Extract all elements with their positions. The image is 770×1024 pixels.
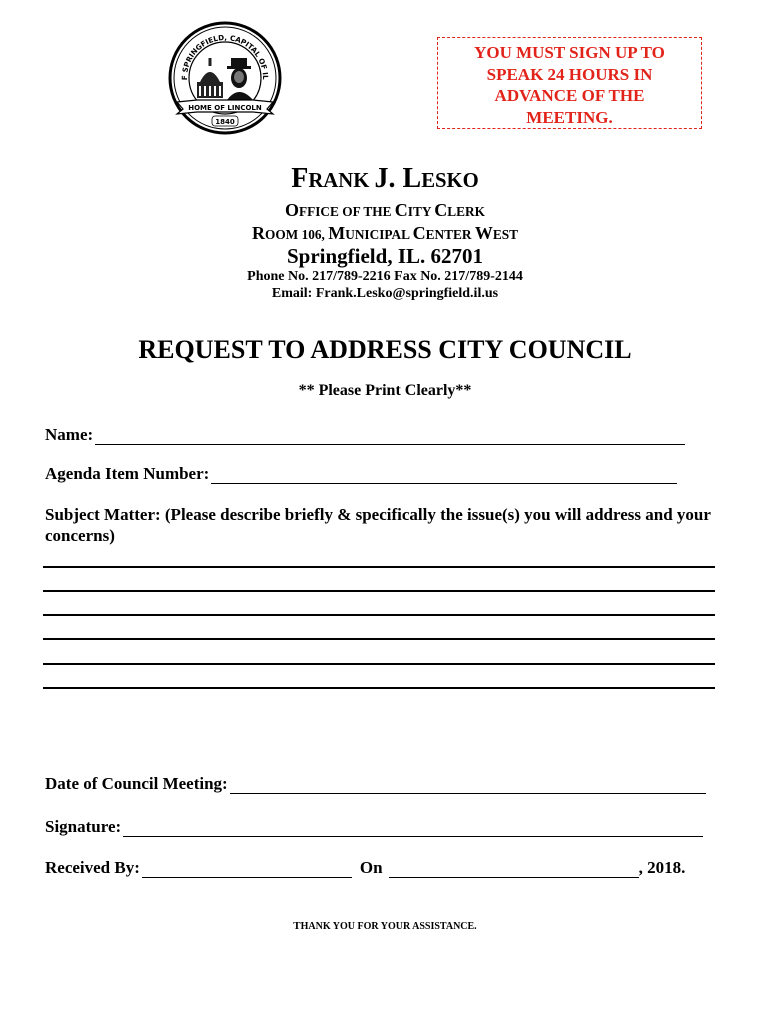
subject-line[interactable] [43,590,715,592]
notice-line: ADVANCE OF THE [494,86,645,105]
agenda-item-label: Agenda Item Number: [45,464,210,483]
agenda-item-field [45,463,677,484]
notice-line: MEETING. [526,107,613,127]
office-title: OFFICE OF THE CITY CLERK [284,200,486,220]
signature-label: Signature: [45,817,122,836]
city-seal [167,20,283,136]
subject-line[interactable] [43,566,715,568]
name-field [45,424,685,445]
thank-you-note: THANK YOU FOR YOUR ASSISTANCE. [293,920,477,932]
subject-line[interactable] [43,687,715,689]
office-city: Springfield, IL. 62701 [286,244,484,268]
subject-line[interactable] [43,614,715,616]
on-label: On [359,858,383,877]
seal-ribbon-text: HOME OF LINCOLN [188,104,262,112]
signup-notice-box [437,37,702,129]
signature-field [45,816,703,837]
meeting-date-line[interactable] [230,777,706,794]
subject-line[interactable] [43,638,715,640]
subject-matter-label: Subject Matter: (Please describe briefly & specifically the issue(s) you will address and your concerns) [45,505,711,545]
seal-year: 1840 [215,118,235,126]
office-email: Email: Frank.Lesko@springfield.il.us [271,286,499,301]
subject-line[interactable] [43,663,715,665]
received-by-line[interactable] [142,861,352,878]
name-line[interactable] [95,428,685,445]
meeting-date-label: Date of Council Meeting: [45,774,228,793]
meeting-date-field [45,773,706,794]
signature-line[interactable] [123,820,703,837]
agenda-item-line[interactable] [211,467,677,484]
received-by-label: Received By: [45,858,140,877]
seal-top-text: F SPRINGFIELD, CAPITAL OF IL [179,32,271,81]
received-by-field [45,857,685,878]
print-clearly-note: ** Please Print Clearly** [298,382,472,399]
notice-line: SPEAK 24 HOURS IN [486,64,653,84]
year-suffix: , 2018. [638,858,686,877]
name-label: Name: [45,425,94,444]
form-title: REQUEST TO ADDRESS CITY COUNCIL [138,335,632,364]
notice-line: YOU MUST SIGN UP TO [474,43,665,62]
received-date-line[interactable] [389,861,639,878]
office-room: ROOM 106, MUNICIPAL CENTER WEST [251,223,519,243]
office-phone-fax: Phone No. 217/789-2216 Fax No. 217/789-2144 [247,269,523,284]
clerk-name: FRANK J. LESKO [291,163,479,194]
